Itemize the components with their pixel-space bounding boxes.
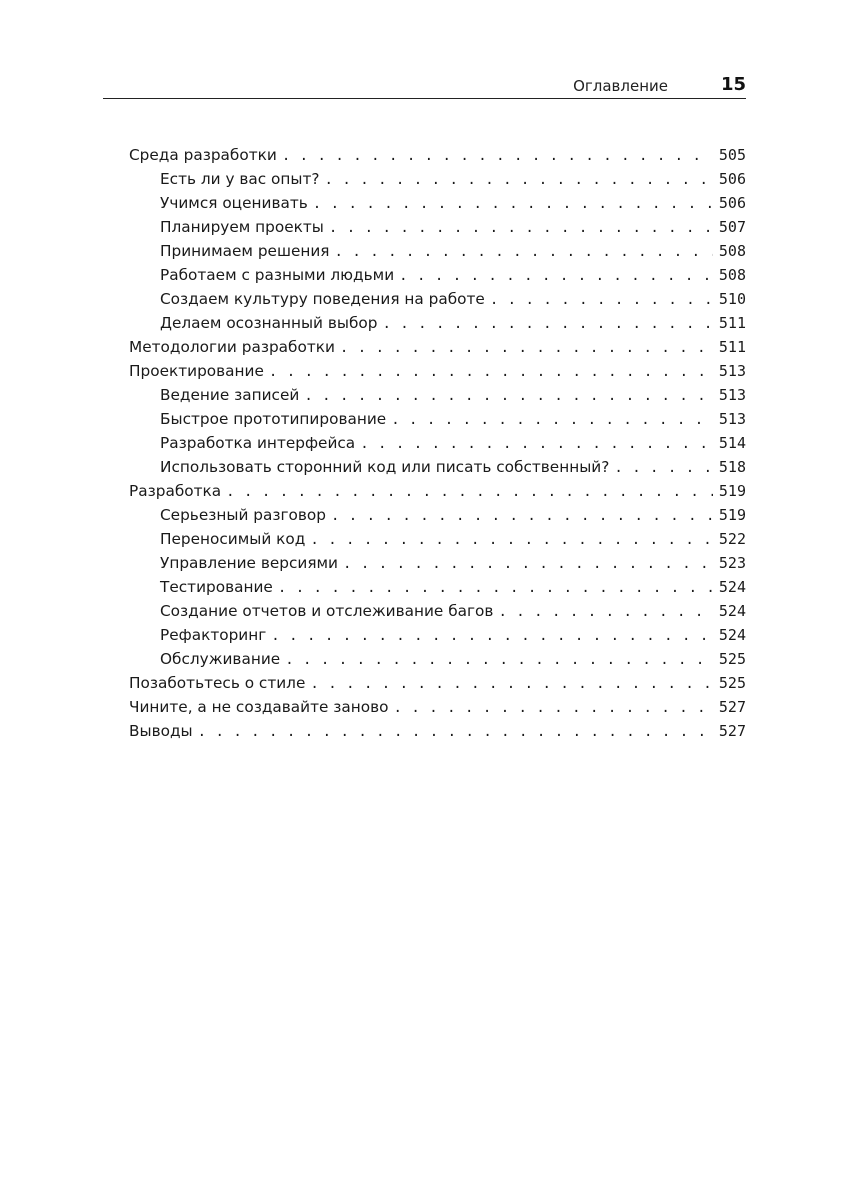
dot-leader bbox=[614, 456, 713, 480]
dot-leader bbox=[304, 384, 713, 408]
dot-leader bbox=[278, 576, 713, 600]
toc-entry-title: Есть ли у вас опыт? bbox=[160, 170, 320, 188]
toc-entry-title: Ведение записей bbox=[160, 386, 300, 404]
toc-entry[interactable] bbox=[129, 527, 746, 551]
toc-entry[interactable] bbox=[129, 719, 746, 743]
toc-entry-page: 525 bbox=[718, 674, 746, 692]
toc-entry-page: 506 bbox=[718, 170, 746, 188]
toc-entry-page: 505 bbox=[718, 146, 746, 164]
dot-leader bbox=[282, 144, 713, 168]
toc-entry[interactable] bbox=[129, 407, 746, 431]
dot-leader bbox=[269, 360, 713, 384]
toc-entry[interactable] bbox=[129, 287, 746, 311]
toc-entry[interactable] bbox=[129, 647, 746, 671]
toc-entry[interactable] bbox=[129, 479, 746, 503]
toc-entry-page: 507 bbox=[718, 218, 746, 236]
toc-entry-title: Рефакторинг bbox=[160, 626, 267, 644]
dot-leader bbox=[391, 408, 713, 432]
toc-entry-title: Чините, а не создавайте заново bbox=[129, 698, 389, 716]
toc-entry-page: 510 bbox=[718, 290, 746, 308]
toc-entry[interactable] bbox=[129, 239, 746, 263]
dot-leader bbox=[490, 288, 713, 312]
toc-entry-page: 513 bbox=[718, 386, 746, 404]
toc-entry-title: Принимаем решения bbox=[160, 242, 330, 260]
toc-entry[interactable] bbox=[129, 335, 746, 359]
toc-entry[interactable] bbox=[129, 215, 746, 239]
toc-entry[interactable] bbox=[129, 695, 746, 719]
dot-leader bbox=[394, 696, 713, 720]
dot-leader bbox=[343, 552, 713, 576]
dot-leader bbox=[360, 432, 713, 456]
toc-entry-title: Учимся оценивать bbox=[160, 194, 308, 212]
dot-leader bbox=[335, 240, 713, 264]
toc-entry[interactable] bbox=[129, 311, 746, 335]
toc-entry-title: Переносимый код bbox=[160, 530, 306, 548]
toc-entry-title: Делаем осознанный выбор bbox=[160, 314, 378, 332]
toc-entry-page: 506 bbox=[718, 194, 746, 212]
running-head-title: Оглавление bbox=[573, 77, 668, 95]
toc-entry-page: 511 bbox=[718, 314, 746, 332]
toc-entry-title: Разработка интерфейса bbox=[160, 434, 356, 452]
dot-leader bbox=[498, 600, 712, 624]
toc-entry-page: 508 bbox=[718, 266, 746, 284]
toc-entry-title: Позаботьтесь о стиле bbox=[129, 674, 306, 692]
table-of-contents bbox=[129, 143, 746, 743]
toc-entry-page: 513 bbox=[718, 410, 746, 428]
toc-entry-title: Проектирование bbox=[129, 362, 264, 380]
toc-entry-page: 525 bbox=[718, 650, 746, 668]
dot-leader bbox=[340, 336, 713, 360]
toc-entry-title: Создаем культуру поведения на работе bbox=[160, 290, 485, 308]
dot-leader bbox=[399, 264, 713, 288]
toc-entry[interactable] bbox=[129, 455, 746, 479]
dot-leader bbox=[271, 624, 713, 648]
toc-entry-page: 511 bbox=[718, 338, 746, 356]
page-number: 15 bbox=[720, 74, 746, 95]
dot-leader bbox=[313, 192, 713, 216]
dot-leader bbox=[329, 216, 713, 240]
dot-leader bbox=[310, 672, 713, 696]
toc-entry-title: Обслуживание bbox=[160, 650, 281, 668]
toc-entry-page: 513 bbox=[718, 362, 746, 380]
toc-entry[interactable] bbox=[129, 143, 746, 167]
toc-entry[interactable] bbox=[129, 431, 746, 455]
dot-leader bbox=[382, 312, 712, 336]
toc-entry-page: 522 bbox=[718, 530, 746, 548]
toc-entry-title: Серьезный разговор bbox=[160, 506, 326, 524]
toc-entry-title: Создание отчетов и отслеживание багов bbox=[160, 602, 494, 620]
toc-entry[interactable] bbox=[129, 167, 746, 191]
toc-entry-title: Методологии разработки bbox=[129, 338, 335, 356]
toc-entry-title: Быстрое прототипирование bbox=[160, 410, 387, 428]
toc-entry-title: Разработка bbox=[129, 482, 222, 500]
toc-entry-title: Тестирование bbox=[160, 578, 273, 596]
toc-entry-page: 519 bbox=[718, 506, 746, 524]
toc-entry[interactable] bbox=[129, 551, 746, 575]
dot-leader bbox=[198, 720, 713, 744]
dot-leader bbox=[285, 648, 713, 672]
toc-entry[interactable] bbox=[129, 575, 746, 599]
toc-entry[interactable] bbox=[129, 359, 746, 383]
toc-entry-title: Среда разработки bbox=[129, 146, 277, 164]
toc-entry-page: 514 bbox=[718, 434, 746, 452]
toc-entry-page: 527 bbox=[718, 722, 746, 740]
dot-leader bbox=[310, 528, 713, 552]
toc-entry[interactable] bbox=[129, 671, 746, 695]
dot-leader bbox=[226, 480, 713, 504]
toc-entry-title: Планируем проекты bbox=[160, 218, 324, 236]
toc-entry-page: 519 bbox=[718, 482, 746, 500]
toc-entry[interactable] bbox=[129, 503, 746, 527]
toc-entry-page: 518 bbox=[718, 458, 746, 476]
toc-entry-page: 527 bbox=[718, 698, 746, 716]
toc-entry[interactable] bbox=[129, 383, 746, 407]
toc-entry-title: Работаем с разными людьми bbox=[160, 266, 395, 284]
toc-entry[interactable] bbox=[129, 191, 746, 215]
dot-leader bbox=[331, 504, 713, 528]
toc-entry-page: 524 bbox=[718, 602, 746, 620]
toc-entry-title: Управление версиями bbox=[160, 554, 338, 572]
dot-leader bbox=[325, 168, 713, 192]
toc-entry-title: Использовать сторонний код или писать собственный? bbox=[160, 458, 610, 476]
toc-entry-page: 523 bbox=[718, 554, 746, 572]
toc-entry[interactable] bbox=[129, 263, 746, 287]
toc-entry-page: 524 bbox=[718, 578, 746, 596]
toc-entry-page: 524 bbox=[718, 626, 746, 644]
running-head bbox=[103, 74, 746, 99]
toc-entry[interactable] bbox=[129, 623, 746, 647]
toc-entry[interactable] bbox=[129, 599, 746, 623]
toc-entry-title: Выводы bbox=[129, 722, 193, 740]
toc-entry-page: 508 bbox=[718, 242, 746, 260]
